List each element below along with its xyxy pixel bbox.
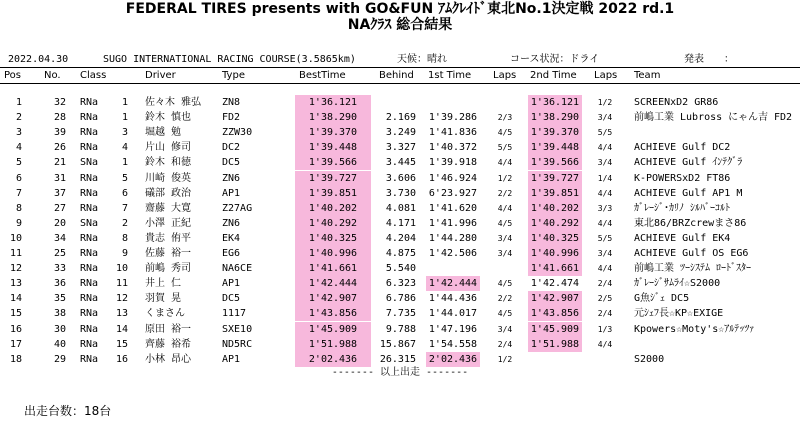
cell-team: ACHIEVE Gulf OS EG6 (634, 248, 749, 259)
cell-behind: 2.169 (385, 112, 416, 124)
cell-behind: 6.323 (385, 278, 416, 290)
cell-laps-1: 3/4 (497, 249, 513, 258)
cell-driver: 堀越 勉 (145, 127, 182, 139)
cell-class: SNa (80, 157, 99, 169)
column-header-type: Type (222, 70, 245, 81)
cell-type: EK4 (222, 232, 241, 244)
cell-car-number: 34 (53, 232, 66, 244)
cell-driver: 佐々木 雅弘 (145, 97, 202, 108)
cell-driver: 鈴木 慎也 (145, 112, 192, 124)
column-header-pos: Pos (4, 70, 22, 81)
cell-pos: 3 (15, 127, 22, 139)
cell-class: RNa (80, 263, 99, 275)
cell-class: RNa (80, 232, 99, 244)
cell-class-pos: 12 (115, 293, 128, 305)
cell-car-number: 20 (53, 217, 66, 229)
cell-laps-1: 1/2 (497, 354, 513, 364)
cell-laps-2: 2/4 (597, 309, 613, 319)
cell-car-number: 30 (53, 323, 66, 335)
cell-1st-time: 1'42.444 (426, 276, 480, 291)
cell-type: SXE10 (222, 323, 253, 335)
cell-type: Z27AG (222, 202, 253, 214)
cell-1st-time: 1'44.017 (428, 308, 478, 320)
cell-laps-1: 4/5 (497, 279, 513, 289)
cell-class-pos: 1 (121, 157, 128, 169)
cell-class-pos: 5 (121, 172, 128, 184)
cell-car-number: 37 (53, 187, 66, 199)
cell-laps-2: 3/4 (597, 249, 613, 258)
table-row (0, 171, 800, 186)
cell-pos: 15 (9, 308, 22, 320)
cell-laps-2: 3/4 (597, 113, 613, 123)
cell-laps-2: 4/4 (597, 339, 613, 349)
cell-car-number: 40 (53, 338, 66, 350)
course-name: SUGO INTERNATIONAL RACING COURSE(3.5865km) (103, 54, 356, 65)
cell-besttime: 1'42.444 (295, 276, 371, 291)
cell-class: RNa (80, 127, 99, 139)
cell-car-number: 28 (53, 112, 66, 124)
cell-pos: 4 (15, 142, 22, 154)
cell-class-pos: 1 (121, 97, 128, 108)
cell-team: ACHIEVE Gulf ｲﾝﾃｸﾞﾗ (634, 157, 743, 169)
cell-1st-time: 1'39.918 (428, 157, 478, 169)
column-header-1st-time: 1st Time (428, 70, 472, 81)
cell-laps-2: 4/4 (597, 264, 613, 274)
cell-behind: 9.788 (385, 323, 416, 335)
cell-car-number: 25 (53, 248, 66, 259)
cell-laps-2: 2/4 (597, 279, 613, 289)
cell-laps-1: 5/5 (497, 143, 513, 153)
cell-laps-1: 2/2 (497, 188, 513, 198)
cell-laps-2: 4/4 (597, 218, 613, 228)
cell-team: K-POWERSxD2 FT86 (634, 172, 731, 184)
column-header-besttime: BestTime (299, 70, 346, 81)
cell-class-pos: 16 (115, 353, 128, 365)
cell-team: G魚ｼﾞｪ DC5 (634, 293, 690, 305)
cell-1st-time: 1'46.924 (428, 172, 478, 184)
entries-count: 出走台数：18台 (24, 404, 112, 418)
table-row (0, 337, 800, 352)
cell-class-pos: 2 (121, 217, 128, 229)
cell-besttime: 1'39.566 (295, 155, 371, 170)
cell-besttime: 1'40.996 (295, 246, 371, 261)
cell-pos: 11 (9, 248, 22, 259)
cell-driver: 井上 仁 (145, 278, 182, 290)
cell-class: RNa (80, 187, 99, 199)
cell-laps-2: 2/5 (597, 294, 613, 304)
cell-1st-time: 1'41.996 (428, 217, 478, 229)
cell-1st-time: 2'02.436 (426, 352, 480, 367)
cell-behind: 15.867 (379, 338, 416, 350)
cell-car-number: 26 (53, 142, 66, 154)
cell-team: 前嶋工業 Lubross にゃん吉 FD2 (634, 112, 793, 124)
cell-laps-1: 3/4 (497, 324, 513, 334)
cell-1st-time (426, 95, 480, 110)
cell-car-number: 39 (53, 127, 66, 139)
cell-behind: 4.081 (385, 202, 416, 214)
cell-1st-time: 1'54.558 (428, 338, 478, 350)
cell-class-pos: 14 (115, 323, 128, 335)
cell-class: RNa (80, 293, 99, 305)
cell-type: ZN8 (222, 97, 241, 108)
cell-driver: くまさん (145, 308, 185, 320)
cell-class-pos: 3 (121, 127, 128, 139)
cell-behind: 4.171 (385, 217, 416, 229)
cell-besttime: 1'36.121 (295, 95, 371, 110)
cell-team: ACHIEVE Gulf EK4 (634, 232, 731, 244)
cell-1st-time: 1'44.436 (428, 293, 478, 305)
cell-2nd-time: 1'39.566 (528, 155, 582, 170)
cell-behind: 3.445 (385, 157, 416, 169)
cell-driver: 小澤 正紀 (145, 217, 192, 229)
cell-pos: 12 (9, 263, 22, 275)
cell-class: RNa (80, 353, 99, 365)
cell-driver: 齋藤 大寛 (145, 202, 192, 214)
cell-behind: 5.540 (385, 263, 416, 275)
header-rule-top (0, 67, 800, 68)
cell-2nd-time: 1'39.851 (528, 186, 582, 201)
table-row (0, 155, 800, 170)
weather: 天候：晴れ (397, 54, 447, 65)
cell-class: RNa (80, 112, 99, 124)
cell-besttime: 1'40.292 (295, 216, 371, 231)
cell-pos: 9 (15, 217, 22, 229)
cell-car-number: 33 (53, 263, 66, 275)
cell-class-pos: 8 (121, 232, 128, 244)
cell-laps-1: 4/5 (497, 128, 513, 138)
column-header-behind: Behind (379, 70, 414, 81)
cell-class-pos: 6 (121, 187, 128, 199)
cell-besttime: 1'40.202 (295, 201, 371, 216)
race-date: 2022.04.30 (8, 54, 69, 65)
cell-behind: 6.786 (385, 293, 416, 305)
cell-class: RNa (80, 338, 99, 350)
cell-behind: 7.735 (385, 308, 416, 320)
table-row (0, 246, 800, 261)
cell-laps-2: 4/4 (597, 143, 613, 153)
cell-pos: 14 (9, 293, 22, 305)
cell-team (634, 125, 800, 140)
column-header-laps-2: Laps (594, 70, 618, 81)
cell-laps-2: 1/3 (597, 324, 613, 334)
column-header-no: No. (44, 70, 61, 81)
cell-laps-2: 1/2 (597, 98, 613, 107)
cell-class: RNa (80, 323, 99, 335)
cell-driver: 原田 裕一 (145, 323, 192, 335)
cell-type: 1117 (222, 308, 247, 320)
cell-team: ｶﾞﾚｰｼﾞ･ｶﾘﾉ ｼﾙﾊﾞｰｺﾙﾄ (634, 202, 731, 214)
cell-behind: 3.249 (385, 127, 416, 139)
cell-2nd-time: 1'38.290 (528, 110, 582, 125)
table-row (0, 322, 800, 337)
end-of-results-marker: ------- 以上出走 ------- (331, 367, 469, 378)
cell-type: AP1 (222, 353, 241, 365)
cell-class-pos: 15 (115, 338, 128, 350)
cell-1st-time: 1'41.836 (428, 127, 478, 139)
cell-driver: 佐藤 裕一 (145, 248, 192, 259)
cell-laps-2: 3/4 (597, 158, 613, 168)
cell-team: ACHIEVE Gulf DC2 (634, 142, 731, 154)
cell-pos: 5 (15, 157, 22, 169)
cell-class: RNa (80, 308, 99, 320)
cell-2nd-time: 1'42.474 (530, 278, 580, 290)
cell-pos: 8 (15, 202, 22, 214)
cell-2nd-time: 1'36.121 (528, 95, 582, 110)
cell-type: ZZW30 (222, 127, 253, 139)
cell-2nd-time: 1'42.907 (528, 291, 582, 306)
cell-2nd-time: 1'51.988 (528, 337, 582, 352)
cell-laps-1: 2/2 (497, 294, 513, 304)
cell-class: RNa (80, 142, 99, 154)
cell-type: DC5 (222, 157, 241, 169)
cell-laps-1: 2/3 (497, 113, 513, 123)
cell-1st-time: 1'41.620 (428, 202, 478, 214)
cell-2nd-time: 1'40.202 (528, 201, 582, 216)
cell-1st-time: 1'44.280 (428, 232, 478, 244)
cell-besttime: 1'41.661 (295, 261, 371, 276)
cell-laps-2: 1/4 (597, 173, 613, 183)
cell-pos: 2 (15, 112, 22, 124)
cell-pos: 13 (9, 278, 22, 290)
cell-class-pos: 1 (121, 112, 128, 124)
cell-2nd-time: 1'39.727 (528, 171, 582, 186)
cell-besttime: 1'45.909 (295, 322, 371, 337)
cell-class-pos: 4 (121, 142, 128, 154)
table-row (0, 140, 800, 155)
cell-type: AP1 (222, 187, 241, 199)
cell-type: ZN6 (222, 172, 241, 184)
cell-1st-time: 1'42.506 (428, 248, 478, 259)
cell-1st-time: 1'40.372 (428, 142, 478, 154)
column-header-class: Class (80, 70, 107, 81)
cell-pos: 10 (9, 232, 22, 244)
cell-behind: 3.730 (385, 187, 416, 199)
cell-behind: 4.204 (385, 232, 416, 244)
cell-laps-1: 3/4 (497, 233, 513, 243)
table-row (0, 306, 800, 321)
cell-driver: 羽賀 晃 (145, 293, 182, 305)
header-rule-bottom (0, 83, 800, 84)
cell-laps-1: 4/5 (497, 309, 513, 319)
cell-class-pos: 7 (121, 202, 128, 214)
cell-2nd-time: 1'41.661 (528, 261, 582, 276)
cell-1st-time: 1'47.196 (428, 323, 478, 335)
page-subtitle: NAｸﾗｽ 総合結果 (347, 17, 453, 33)
column-header-laps-1: Laps (493, 70, 517, 81)
cell-team: Kpowers☆Moty's☆ｱﾙﾃｯﾂｧ (634, 323, 755, 335)
cell-besttime: 1'39.851 (295, 186, 371, 201)
table-row (0, 352, 800, 367)
cell-1st-time: 1'39.286 (428, 112, 478, 124)
cell-team: 東北86/BRZcrewまさ86 (634, 217, 747, 229)
cell-driver: 小林 昂心 (145, 353, 192, 365)
cell-class: RNa (80, 97, 99, 108)
column-header-team: Team (634, 70, 661, 81)
cell-laps-2: 4/4 (597, 188, 613, 198)
cell-pos: 6 (15, 172, 22, 184)
table-row (0, 276, 800, 291)
cell-laps-1: 4/4 (497, 158, 513, 168)
cell-car-number: 29 (53, 353, 66, 365)
cell-class: RNa (80, 278, 99, 290)
cell-besttime: 1'40.325 (295, 231, 371, 246)
cell-class: SNa (80, 217, 99, 229)
cell-type: FD2 (222, 112, 241, 124)
column-header-driver: Driver (145, 70, 176, 81)
page-title: FEDERAL TIRES presents with GO&FUN ｱﾑｸﾚｲﾄﾞ東北No.1決定戦 2022 rd.1 (125, 1, 675, 17)
cell-car-number: 32 (53, 97, 66, 108)
table-row (0, 216, 800, 231)
cell-class-pos: 13 (115, 308, 128, 320)
cell-2nd-time: 1'40.325 (528, 231, 582, 246)
cell-class: RNa (80, 172, 99, 184)
cell-laps-1: 1/2 (497, 173, 513, 183)
cell-team: SCREENxD2 GR86 (634, 97, 719, 108)
cell-laps-2 (592, 352, 618, 367)
cell-besttime: 1'42.907 (295, 291, 371, 306)
table-row (0, 186, 800, 201)
table-row (0, 231, 800, 246)
cell-driver: 貴志 侑平 (145, 232, 192, 244)
cell-2nd-time: 1'43.856 (528, 306, 582, 321)
cell-class-pos: 9 (121, 248, 128, 259)
table-row (0, 291, 800, 306)
table-row (0, 261, 800, 276)
cell-car-number: 31 (53, 172, 66, 184)
cell-laps-1 (492, 261, 518, 276)
course-condition: コース状況：ドライ (510, 54, 600, 65)
cell-class: RNa (80, 202, 99, 214)
cell-driver: 片山 修司 (145, 142, 192, 154)
cell-pos: 1 (15, 97, 22, 108)
cell-type: DC2 (222, 142, 241, 154)
cell-2nd-time: 1'39.370 (528, 125, 582, 140)
table-row (0, 201, 800, 216)
cell-pos: 16 (9, 323, 22, 335)
cell-driver: 川崎 俊英 (145, 172, 192, 184)
cell-laps-2: 5/5 (597, 233, 613, 243)
cell-type: DC5 (222, 293, 241, 305)
cell-pos: 18 (9, 353, 22, 365)
cell-besttime: 1'38.290 (295, 110, 371, 125)
cell-car-number: 21 (53, 157, 66, 169)
cell-driver: 鈴木 和徳 (145, 157, 192, 169)
table-row (0, 110, 800, 125)
cell-class: RNa (80, 248, 99, 259)
cell-team: 前嶋工業 ﾂｰｼｽﾃﾑ ﾛｰﾄﾞｽﾀｰ (634, 263, 752, 275)
cell-2nd-time: 1'45.909 (528, 322, 582, 337)
cell-laps-2: 5/5 (597, 128, 613, 138)
cell-2nd-time: 1'39.448 (528, 140, 582, 155)
cell-driver: 齊藤 裕希 (145, 338, 192, 350)
table-row (0, 125, 800, 140)
cell-car-number: 27 (53, 202, 66, 214)
cell-laps-1: 4/5 (497, 218, 513, 228)
cell-1st-time (426, 261, 480, 276)
cell-car-number: 38 (53, 308, 66, 320)
cell-behind: 3.606 (385, 172, 416, 184)
cell-car-number: 36 (53, 278, 66, 290)
cell-besttime: 1'39.448 (295, 140, 371, 155)
cell-type: EG6 (222, 248, 241, 259)
cell-besttime: 1'43.856 (295, 306, 371, 321)
cell-2nd-time: 1'40.996 (528, 246, 582, 261)
cell-car-number: 35 (53, 293, 66, 305)
cell-laps-1 (492, 95, 518, 110)
cell-behind: 26.315 (379, 353, 416, 365)
cell-driver: 前嶋 秀司 (145, 263, 192, 275)
cell-behind: 4.875 (385, 248, 416, 259)
cell-behind: 3.327 (385, 142, 416, 154)
cell-team: ACHIEVE Gulf AP1 M (634, 187, 743, 199)
cell-pos: 17 (9, 338, 22, 350)
cell-laps-1: 2/4 (497, 339, 513, 349)
cell-2nd-time: 1'40.292 (528, 216, 582, 231)
cell-besttime: 1'39.727 (295, 171, 371, 186)
cell-besttime: 1'39.370 (295, 125, 371, 140)
cell-class-pos: 11 (115, 278, 128, 290)
cell-besttime: 1'51.988 (295, 337, 371, 352)
cell-team (634, 337, 800, 352)
cell-1st-time: 6'23.927 (428, 187, 478, 199)
cell-laps-1: 4/4 (497, 203, 513, 213)
cell-team: ｶﾞﾚｰｼﾞｻﾑﾗｲ☆S2000 (634, 278, 721, 290)
cell-2nd-time (528, 352, 582, 367)
cell-type: ZN6 (222, 217, 241, 229)
table-row (0, 95, 800, 110)
cell-team: 元ｼｪﾌ長☆KP☆EXIGE (634, 308, 724, 320)
cell-type: ND5RC (222, 338, 253, 350)
cell-pos: 7 (15, 187, 22, 199)
cell-behind (372, 95, 416, 110)
cell-laps-2: 3/3 (597, 203, 613, 213)
published-time: 発表 ： (684, 54, 734, 65)
column-header-2nd-time: 2nd Time (530, 70, 577, 81)
cell-driver: 礒部 政治 (145, 187, 192, 199)
cell-type: NA6CE (222, 263, 253, 275)
cell-class-pos: 10 (115, 263, 128, 275)
cell-type: AP1 (222, 278, 241, 290)
cell-team: S2000 (634, 353, 665, 365)
cell-besttime: 2'02.436 (295, 352, 371, 367)
